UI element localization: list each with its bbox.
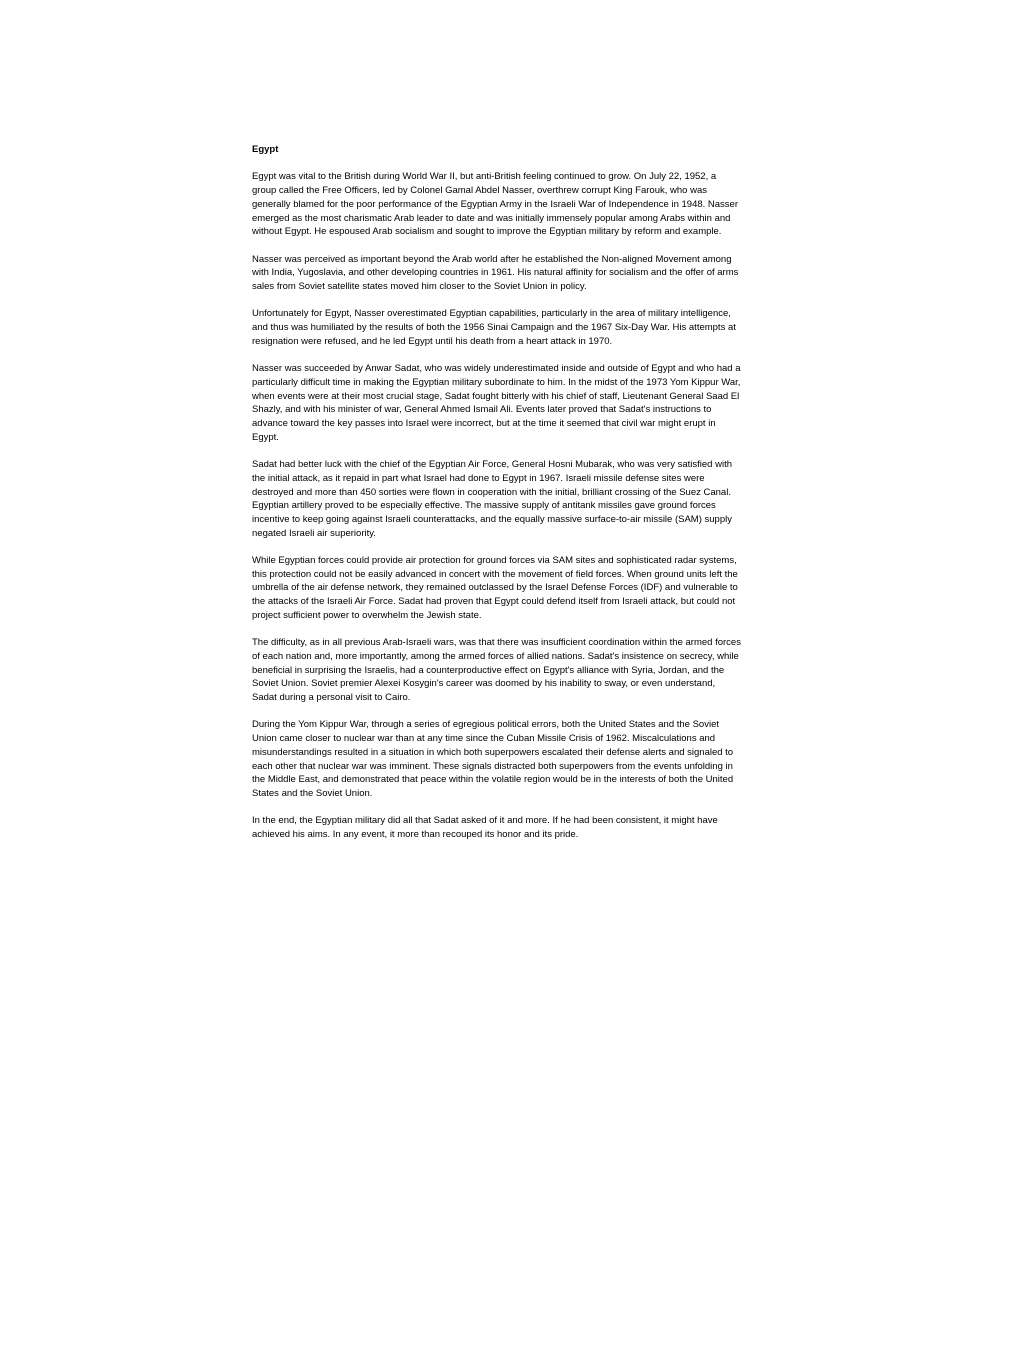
paragraph-1: Egypt was vital to the British during World War II, but anti-British feeling continued to grow. On July 22, 1952, a group called the Free Officers, led by Colonel Gamal Abdel Nasser, overthrew corrupt King Farouk, who was generally blamed for the poor performance of the Egyptian Army in the Israeli War of Independence in 1948. Nasser emerged as the most charismatic Arab leader to date and was initially immensely popular among Arabs within and without Egypt. He espoused Arab socialism and sought to improve the Egyptian military by reform and example. [252,171,739,238]
document-title: Egypt [252,144,279,155]
paragraph-4: Nasser was succeeded by Anwar Sadat, who was widely underestimated inside and outside of Egypt and who had a particularly difficult time in making the Egyptian military subordinate to him. In the midst of the 1973 Yom Kippur War, when events were at their most crucial stage, Sadat fought bitterly with his chief of staff, Lieutenant General Saad El Shazly, and with his minister of war, General Ahmed Ismail Ali. Events later proved that Sadat's instructions to advance toward the key passes into Israel were incorrect, but at the time it seemed that civil war might erupt in Egypt. [252,363,741,443]
paragraph-8: During the Yom Kippur War, through a series of egregious political errors, both the United States and the Soviet Union came closer to nuclear war than at any time since the Cuban Missile Crisis of 1962. Miscalculations and misunderstandings resulted in a situation in which both superpowers escalated their defense alerts and signaled to each other that nuclear war was imminent. These signals distracted both superpowers from the events unfolding in the Middle East, and demonstrated that peace within the volatile region would be in the interests of both the United States and the Soviet Union. [252,719,734,799]
paragraph-9: In the end, the Egyptian military did all that Sadat asked of it and more. If he had been consistent, it might have achieved his aims. In any event, it more than recouped its honor and its pride. [252,815,718,841]
document-page [252,143,742,855]
paragraph-7: The difficulty, as in all previous Arab-Israeli wars, was that there was insufficient coordination within the armed forces of each nation and, more importantly, among the armed forces of allied nations. Sadat's insistence on secrecy, while beneficial in surprising the Israelis, had a counterproductive effect on Egypt's alliance with Syria, Jordan, and the Soviet Union. Soviet premier Alexei Kosygin's career was doomed by his inability to sway, or even understand, Sadat during a personal visit to Cairo. [252,637,741,704]
paragraph-2: Nasser was perceived as important beyond the Arab world after he established the Non-aligned Movement among with India, Yugoslavia, and other developing countries in 1961. His natural affinity for socialism and the offer of arms sales from Soviet satellite states moved him closer to the Soviet Union in policy. [252,253,739,292]
paragraph-5: Sadat had better luck with the chief of the Egyptian Air Force, General Hosni Mubarak, who was very satisfied with the initial attack, as it repaid in part what Israel had done to Egypt in 1967. Israeli missile defense sites were destroyed and more than 450 sorties were flown in cooperation with the initial, brilliant crossing of the Suez Canal. Egyptian artillery proved to be especially effective. The massive supply of antitank missiles gave ground forces incentive to keep going against Israeli counterattacks, and the equally massive surface-to-air missile (SAM) supply negated Israeli air superiority. [252,459,732,539]
paragraph-3: Unfortunately for Egypt, Nasser overestimated Egyptian capabilities, particularly in the area of military intelligence, and thus was humiliated by the results of both the 1956 Sinai Campaign and the 1967 Six-Day War. His attempts at resignation were refused, and he led Egypt until his death from a heart attack in 1970. [252,308,736,347]
paragraph-6: While Egyptian forces could provide air protection for ground forces via SAM sites and sophisticated radar systems, this protection could not be easily advanced in concert with the movement of field forces. When ground units left the umbrella of the air defense network, they remained outclassed by the Israel Defense Forces (IDF) and vulnerable to the attacks of the Israeli Air Force. Sadat had proven that Egypt could defend itself from Israeli attack, but could not project sufficient power to overwhelm the Jewish state. [252,555,738,621]
